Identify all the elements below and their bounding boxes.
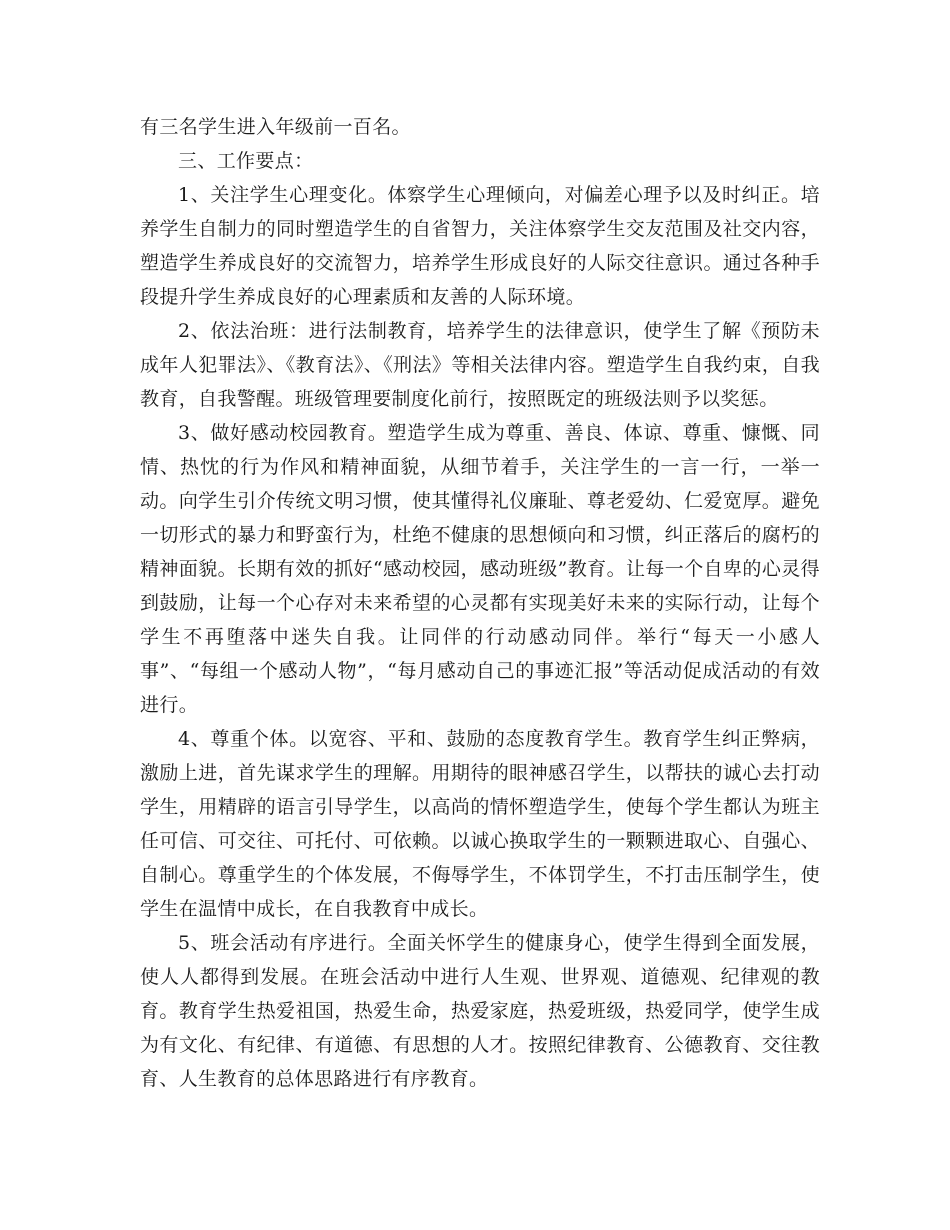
section-heading-work-points: 三、工作要点： — [178, 150, 314, 172]
paragraph-point-4: 4、尊重个体。以宽容、平和、鼓励的态度教育学生。教育学生纠正弊病，激励上进，首先谋求学生的理解。用期待的眼神感召学生，以帮扶的诚心去打动学生，用精辟的语言引导学生，以高尚的情怀塑造学生，使每个学生都认为班主任可信、可交往、可托付、可依赖。以诚心换取学生的一颗颗进取心、自强心、自制心。尊重学生的个体发展，不侮辱学生，不体罚学生，不打击压制学生，使学生在温情中成长，在自我教育中成长。 — [140, 728, 820, 920]
paragraph-point-5: 5、班会活动有序进行。全面关怀学生的健康身心，使学生得到全面发展，使人人都得到发展。在班会活动中进行人生观、世界观、道德观、纪律观的教育。教育学生热爱祖国，热爱生命，热爱家庭，热爱班级，热爱同学，使学生成为有文化、有纪律、有道德、有思想的人才。按照纪律教育、公德教育、交往教育、人生教育的总体思路进行有序教育。 — [140, 932, 820, 1090]
document-body — [140, 110, 820, 1096]
paragraph-point-3: 3、做好感动校园教育。塑造学生成为尊重、善良、体谅、尊重、慷慨、同情、热忱的行为作风和精神面貌，从细节着手，关注学生的一言一行，一举一动。向学生引介传统文明习惯，使其懂得礼仪廉耻、尊老爱幼、仁爱宽厚。避免一切形式的暴力和野蛮行为，杜绝不健康的思想倾向和习惯，纠正落后的腐朽的精神面貌。长期有效的抓好“感动校园，感动班级”教育。让每一个自卑的心灵得到鼓励，让每一个心存对未来希望的心灵都有实现美好未来的实际行动，让每个学生不再堕落中迷失自我。让同伴的行动感动同伴。举行“每天一小感人事”、“每组一个感动人物”，“每月感动自己的事迹汇报”等活动促成活动的有效进行。 — [140, 422, 820, 716]
paragraph-point-1: 1、关注学生心理变化。体察学生心理倾向，对偏差心理予以及时纠正。培养学生自制力的同时塑造学生的自省智力，关注体察学生交友范围及社交内容，塑造学生养成良好的交流智力，培养学生形成良好的人际交往意识。通过各种手段提升学生养成良好的心理素质和友善的人际环境。 — [140, 184, 820, 308]
paragraph-continuation: 有三名学生进入年级前一百名。 — [140, 116, 411, 138]
paragraph-point-2: 2、依法治班：进行法制教育，培养学生的法律意识，使学生了解《预防未成年人犯罪法》、《教育法》、《刑法》等相关法律内容。塑造学生自我约束，自我教育，自我警醒。班级管理要制度化前行，按照既定的班级法则予以奖惩。 — [140, 320, 820, 410]
